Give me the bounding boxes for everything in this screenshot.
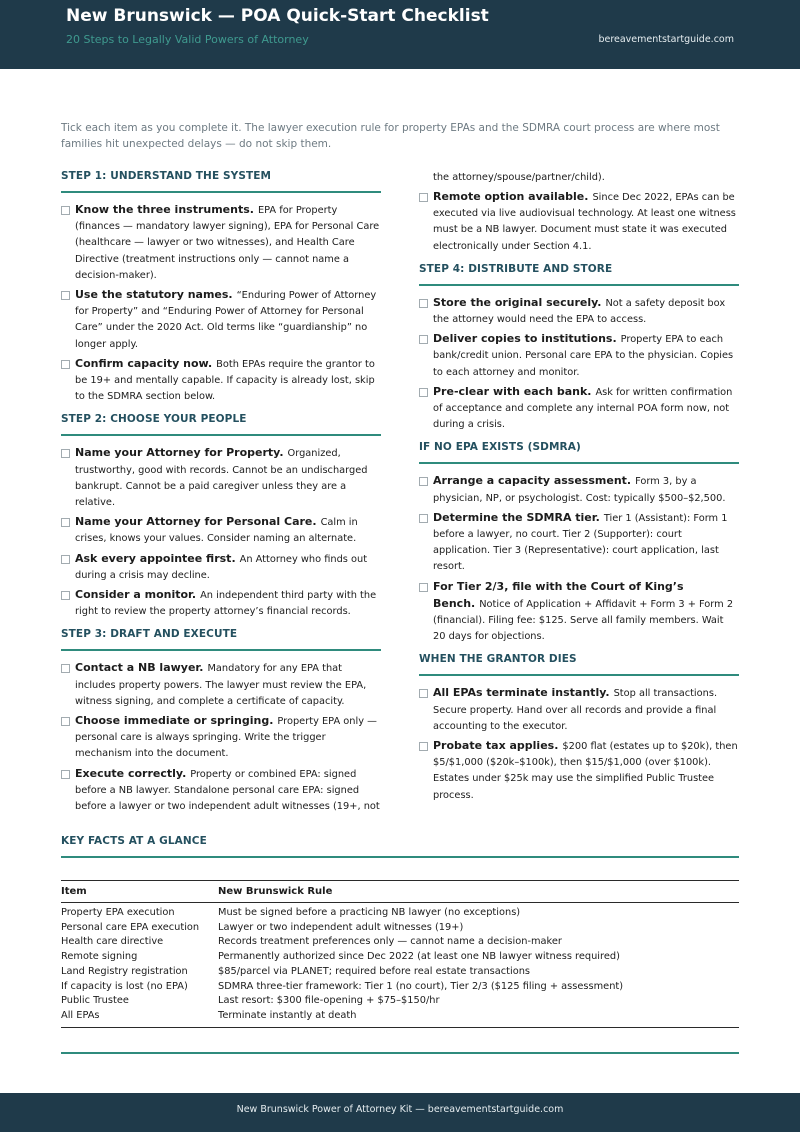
checkbox[interactable] <box>61 717 70 726</box>
item-cell: If capacity is lost (no EPA) <box>61 980 188 992</box>
item-lead: For Tier 2/3, file with the Court of King’s Bench. <box>433 579 684 610</box>
checklist-item <box>419 579 739 646</box>
item-cell: Property EPA execution <box>61 907 175 918</box>
item-cell: Public Trustee <box>61 995 129 1007</box>
item-lead: Name your Attorney for Personal Care. <box>75 515 317 529</box>
item-text: An Attorney who finds out during a crisis may decline. <box>75 553 368 581</box>
checkbox[interactable] <box>419 583 428 592</box>
rule-cell: Permanently authorized since Dec 2022 (at least one NB lawyer witness required) <box>218 951 620 963</box>
item-lead: All EPAs terminate instantly. <box>433 686 610 700</box>
table-row <box>61 921 739 936</box>
column-header: New Brunswick Rule <box>218 881 739 903</box>
checklist-item <box>61 287 381 353</box>
page-subtitle: 20 Steps to Legally Valid Powers of Attorney <box>66 33 309 46</box>
intro-text: Tick each item as you complete it. The lawyer execution rule for property EPAs and the SDMRA court process are where most families hit unexpected delays — do not skip them. <box>61 122 720 150</box>
item-lead: Execute correctly. <box>75 766 187 780</box>
checklist-item <box>419 473 739 506</box>
item-cell: Remote signing <box>61 951 138 963</box>
item-lead: Ask every appointee first. <box>75 551 236 565</box>
checklist-item <box>61 587 381 620</box>
table-header-row <box>61 881 739 903</box>
table-row <box>61 994 739 1009</box>
table-row <box>61 1009 739 1027</box>
header-site: bereavementstartguide.com <box>598 34 734 45</box>
rule-cell: Records treatment preferences only — cannot name a decision-maker <box>218 936 562 948</box>
checkbox[interactable] <box>61 518 70 527</box>
checkbox[interactable] <box>61 360 70 369</box>
checklist-item <box>419 510 739 576</box>
table-row <box>61 950 739 965</box>
section-heading: STEP 2: CHOOSE YOUR PEOPLE <box>61 413 381 436</box>
item-lead: Confirm capacity now. <box>75 356 213 370</box>
item-text: Form 3, by a physician, NP, or psychologist. Cost: typically $500–$2,500. <box>433 476 726 504</box>
table-row <box>61 965 739 980</box>
section-heading: STEP 3: DRAFT AND EXECUTE <box>61 628 381 651</box>
section-step2 <box>61 413 381 620</box>
item-text: Tier 1 (Assistant): Form 1 before a lawyer, no court. Tier 2 (Supporter): court application. Tier 3 (Representative): court application, last resort. <box>433 512 728 573</box>
checkbox[interactable] <box>419 193 428 202</box>
table-bottom-rule <box>61 1027 739 1028</box>
item-text: “Enduring Power of Attorney for Property” and “Enduring Power of Attorney for Personal Care” under the 2020 Act. Old terms like “guardianship” no longer apply. <box>75 290 377 350</box>
checklist-item <box>61 356 381 406</box>
item-text: Mandatory for any EPA that includes property powers. The lawyer must review the EPA, witness signing, and complete a certificate of capacity. <box>75 663 367 707</box>
rule-cell: Last resort: $300 file-opening + $75–$150/hr <box>218 995 440 1007</box>
item-lead: Contact a NB lawyer. <box>75 661 204 675</box>
checkbox[interactable] <box>61 664 70 673</box>
item-text: Calm in crises, knows your values. Consider naming an alternate. <box>75 517 358 545</box>
section-step1 <box>61 170 381 405</box>
item-text: Ask for written confirmation of acceptance and complete any internal POA form now, not during a crisis. <box>433 386 733 431</box>
table-row <box>61 903 739 921</box>
checklist-item <box>419 295 739 328</box>
checkbox[interactable] <box>419 388 428 397</box>
column-header: Item <box>61 881 218 903</box>
item-lead: Use the statutory names. <box>75 288 233 302</box>
checkbox[interactable] <box>61 770 70 779</box>
checkbox[interactable] <box>419 689 428 698</box>
checklist-item <box>419 384 739 434</box>
page-title: New Brunswick — POA Quick-Start Checklist <box>66 6 489 26</box>
checkbox[interactable] <box>419 299 428 308</box>
item-lead: Choose immediate or springing. <box>75 714 274 728</box>
section-heading: IF NO EPA EXISTS (SDMRA) <box>419 441 739 464</box>
checklist-item <box>419 738 739 804</box>
checklist-item <box>419 189 739 255</box>
item-text: Not a safety deposit box the attorney would need the EPA to access. <box>433 297 726 326</box>
item-lead: Pre-clear with each bank. <box>433 384 592 398</box>
item-text: Property EPA to each bank/credit union. Personal care EPA to the physician. Copies to each attorney and monitor. <box>433 334 734 378</box>
checkbox[interactable] <box>419 335 428 344</box>
section-sdmra <box>419 441 739 645</box>
key-facts-table <box>61 880 739 1027</box>
item-text: Property or combined EPA: signed before a NB lawyer. Standalone personal care EPA: signed before a lawyer or two independent adult witnesses (19+, not <box>75 768 380 813</box>
section-heading: WHEN THE GRANTOR DIES <box>419 653 739 676</box>
section-heading: KEY FACTS AT A GLANCE <box>61 835 739 858</box>
item-text: EPA for Property (finances — mandatory lawyer signing), EPA for Personal Care (healthcare — lawyer or two witnesses), and Health Care Directive (treatment instructions only — cannot name a decision-maker). <box>75 205 380 281</box>
page-footer <box>0 1093 800 1132</box>
checklist-item <box>61 445 381 511</box>
section-step4 <box>419 263 739 434</box>
item-text: Notice of Application + Affidavit + Form 3 + Form 2 (financial). Filing fee: $125. Serve all family members. Wait 20 days for objections. <box>433 598 734 643</box>
item-lead: Consider a monitor. <box>75 588 197 602</box>
checklist-item <box>61 514 381 547</box>
section-heading: STEP 1: UNDERSTAND THE SYSTEM <box>61 170 381 193</box>
checklist-item <box>419 685 739 735</box>
checklist-item <box>419 331 739 381</box>
item-text: Since Dec 2022, EPAs can be executed via live audiovisual technology. At least one witness must be a NB lawyer. Document must state it was executed electronically under Section 4.1. <box>433 192 736 252</box>
section-heading: STEP 4: DISTRIBUTE AND STORE <box>419 263 739 286</box>
checklist-item <box>61 713 381 763</box>
checkbox[interactable] <box>419 742 428 751</box>
checkbox[interactable] <box>61 291 70 300</box>
item-text: An independent third party with the right to review the property attorney’s financial records. <box>75 590 377 618</box>
footer-text: New Brunswick Power of Attorney Kit — bereavementstartguide.com <box>236 1104 564 1115</box>
rule-cell: SDMRA three-tier framework: Tier 1 (no court), Tier 2/3 ($125 filing + assessment) <box>218 980 624 992</box>
checkbox[interactable] <box>61 449 70 458</box>
checkbox[interactable] <box>419 477 428 486</box>
table-row <box>61 980 739 995</box>
item-lead: Probate tax applies. <box>433 739 559 753</box>
key-facts-section <box>61 835 739 1054</box>
item-cell: All EPAs <box>61 1009 100 1021</box>
rule-cell: Must be signed before a practicing NB lawyer (no exceptions) <box>218 907 521 918</box>
page-header <box>0 0 800 69</box>
checkbox[interactable] <box>61 555 70 564</box>
item-text: $200 flat (estates up to $20k), then $5/$1,000 ($20k–$100k), then $15/$1,000 (over $100k). Estates under $25k may use the simplified Public Trustee process. <box>433 741 738 801</box>
item-lead: Remote option available. <box>433 190 589 203</box>
checklist-item <box>61 766 381 816</box>
item-text: Both EPAs require the grantor to be 19+ and mentally capable. If capacity is already lost, skip to the SDMRA section below. <box>75 358 375 403</box>
checkbox[interactable] <box>61 591 70 600</box>
checkbox[interactable] <box>61 206 70 215</box>
item-text: Property EPA only — personal care is always springing. Write the trigger mechanism into the document. <box>75 716 377 760</box>
checklist-item <box>61 660 381 710</box>
rule-cell: Terminate instantly at death <box>218 1009 357 1021</box>
item-continuation: the attorney/spouse/partner/child). <box>433 172 605 183</box>
checklist-item <box>61 551 381 584</box>
item-cell: Personal care EPA execution <box>61 921 200 933</box>
item-lead: Determine the SDMRA tier. <box>433 510 600 524</box>
section-divider <box>61 1052 739 1054</box>
item-text: Stop all transactions. Secure property. Hand over all records and provide a final accounting to the executor. <box>433 688 718 732</box>
left-column <box>61 170 381 818</box>
item-lead: Deliver copies to institutions. <box>433 332 617 346</box>
rule-cell: $85/parcel via PLANET; required before real estate transactions <box>218 965 531 977</box>
item-lead: Know the three instruments. <box>75 203 254 216</box>
rule-cell: Lawyer or two independent adult witnesses (19+) <box>218 921 464 933</box>
item-lead: Name your Attorney for Property. <box>75 446 284 460</box>
right-column <box>419 170 739 807</box>
checklist-item <box>61 202 381 284</box>
checkbox[interactable] <box>419 514 428 523</box>
section-grantor-dies <box>419 653 739 803</box>
item-cell: Land Registry registration <box>61 965 188 977</box>
item-text: Organized, trustworthy, good with records. Cannot be an undischarged bankrupt. Cannot be a paid caregiver unless they are a relative. <box>75 448 368 509</box>
item-cell: Health care directive <box>61 936 164 948</box>
table-row <box>61 935 739 950</box>
item-lead: Store the original securely. <box>433 295 602 309</box>
section-step3 <box>61 628 381 815</box>
item-lead: Arrange a capacity assessment. <box>433 474 632 488</box>
